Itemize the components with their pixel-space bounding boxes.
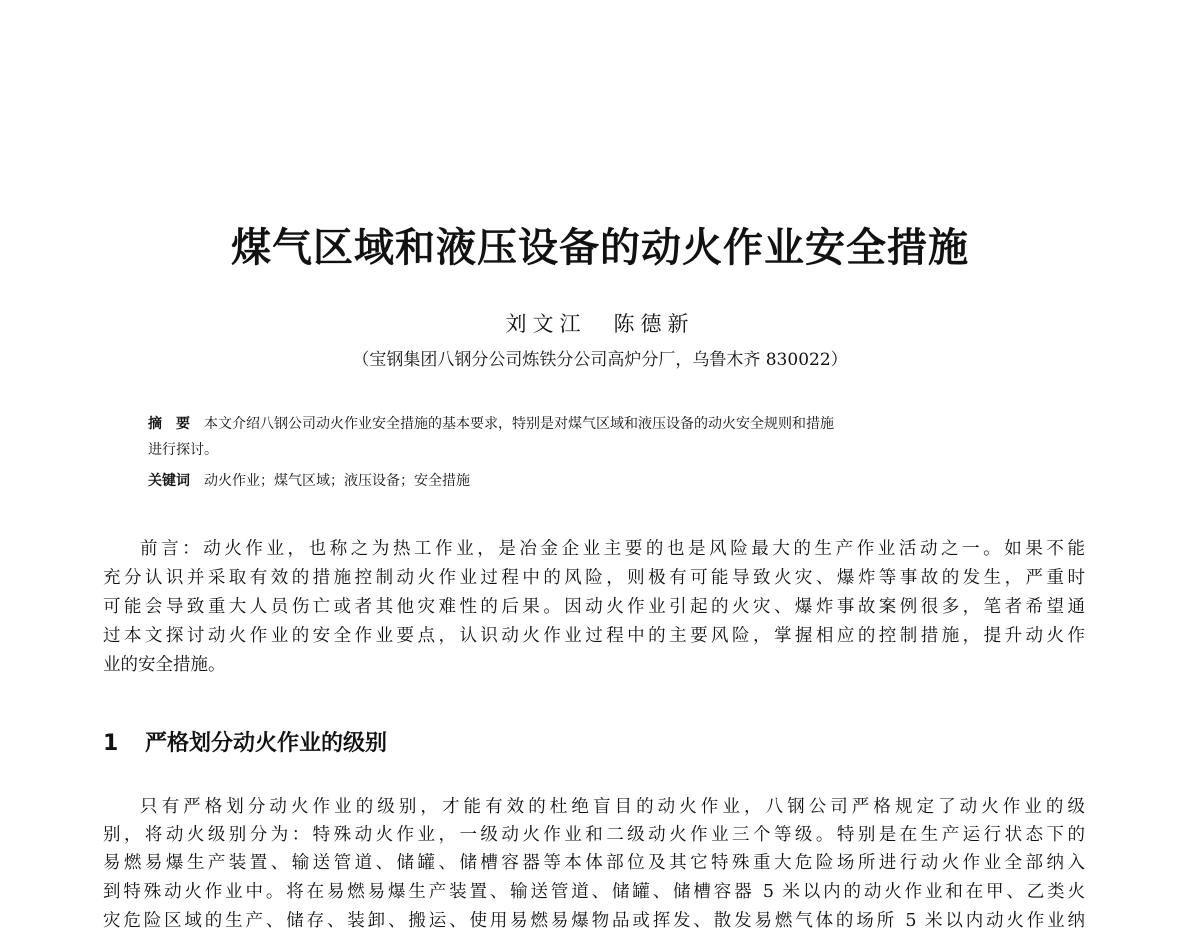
abstract-text-1: 本文介绍八钢公司动火作业安全措施的基本要求，特别是对煤气区域和液压设备的动火安全规则和措施 — [204, 416, 834, 432]
abstract-line-2: 进行探讨。 — [148, 442, 218, 458]
section-number: 1 — [103, 731, 119, 756]
keywords-text: 动火作业；煤气区域；液压设备；安全措施 — [204, 473, 470, 489]
intro-line: 前言：动火作业，也称之为热工作业，是冶金企业主要的也是风险最大的生产作业活动之一。如果不能 — [140, 539, 1085, 559]
intro-line: 业的安全措施。 — [103, 655, 226, 675]
section-title: 严格划分动火作业的级别 — [145, 731, 388, 756]
intro-line: 过本文探讨动火作业的安全作业要点，认识动火作业过程中的主要风险，掌握相应的控制措施，提升动火作 — [103, 626, 1085, 646]
section-heading — [103, 726, 387, 757]
section-line: 别，将动火级别分为：特殊动火作业，一级动火作业和二级动火作业三个等级。特别是在生产运行状态下的 — [103, 825, 1085, 845]
keywords-line — [148, 470, 470, 490]
abstract-line-1 — [148, 413, 834, 433]
section-line: 只有严格划分动火作业的级别，才能有效的杜绝盲目的动火作业，八钢公司严格规定了动火作业的级 — [140, 797, 1085, 817]
authors: 刘文江 陈德新 — [505, 312, 695, 336]
keywords-label: 关键词 — [148, 473, 190, 489]
abstract-label: 摘 要 — [148, 416, 190, 432]
section-line: 灾危险区域的生产、储存、装卸、搬运、使用易燃易爆物品或挥发、散发易燃气体的场所 5 米以内动火作业纳 — [103, 911, 1085, 931]
section-line: 易燃易爆生产装置、输送管道、储罐、储槽容器等本体部位及其它特殊重大危险场所进行动火作业全部纳入 — [103, 853, 1085, 873]
intro-line: 可能会导致重大人员伤亡或者其他灾难性的后果。因动火作业引起的火灾、爆炸事故案例很多，笔者希望通 — [103, 597, 1085, 617]
affiliation: （宝钢集团八钢分公司炼铁分公司高炉分厂，乌鲁木齐 830022） — [352, 350, 848, 370]
paper-title: 煤气区域和液压设备的动火作业安全措施 — [231, 225, 969, 271]
section-line: 到特殊动火作业中。将在易燃易爆生产装置、输送管道、储罐、储槽容器 5 米以内的动火作业和在甲、乙类火 — [103, 882, 1085, 902]
intro-line: 充分认识并采取有效的措施控制动火作业过程中的风险，则极有可能导致火灾、爆炸等事故的发生，严重时 — [103, 568, 1085, 588]
